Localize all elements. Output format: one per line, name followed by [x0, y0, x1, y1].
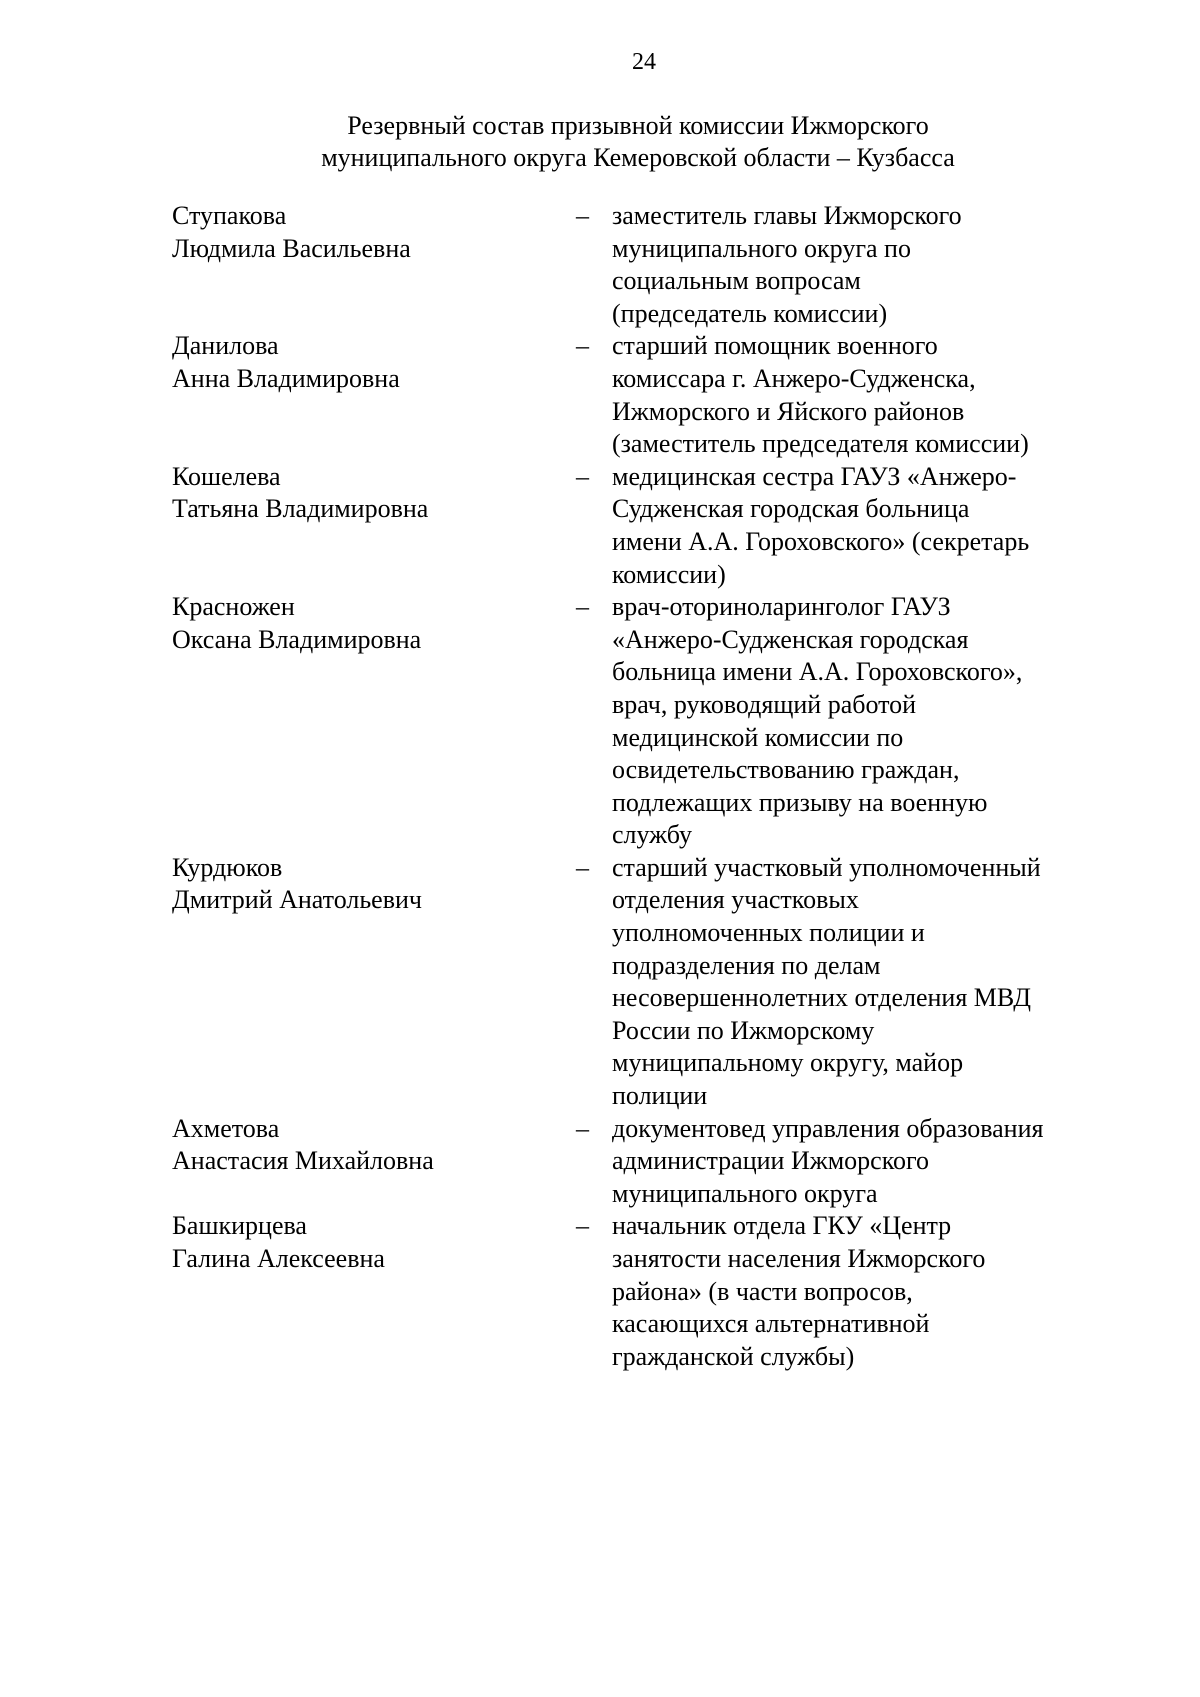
member-position: врач-оториноларинголог ГАУЗ «Анжеро-Судженская городская больница имени А.А. Гороховского», врач, руководящий работой медицинской комиссии по освидетельствованию граждан, подлежащих призыву на военную службу [612, 592, 1023, 850]
member-dash: – [576, 201, 589, 230]
member-name [172, 461, 574, 591]
member-surname: Кошелева [172, 461, 281, 491]
member-dash: – [576, 1113, 589, 1143]
member-given-names: Анастасия Михайловна [172, 1146, 434, 1176]
member-surname: Ступакова [172, 201, 287, 230]
member-position: начальник отдела ГКУ «Центр занятости населения Ижморского района» (в части вопросов, касающихся альтернативной гражданской службы) [612, 1211, 986, 1371]
member-dash: – [576, 852, 589, 882]
member-name [172, 591, 574, 852]
member-position: медицинская сестра ГАУЗ «Анжеро- Судженская городская больница имени А.А. Гороховского» (секретарь комиссии) [612, 461, 1030, 589]
member-dash: – [576, 461, 589, 491]
member-row [172, 591, 1132, 852]
member-row [172, 1210, 1132, 1373]
member-surname: Башкирцева [172, 1211, 307, 1241]
member-name [172, 330, 574, 460]
member-name [172, 1113, 574, 1211]
member-list [172, 200, 1132, 1373]
member-position: старший участковый уполномоченный отделения участковых уполномоченных полиции и подразделения по делам несовершеннолетних отделения МВД России по Ижморскому муниципальному округу, майор полиции [612, 852, 1041, 1111]
member-surname: Курдюков [172, 852, 283, 882]
member-position: старший помощник военного комиссара г. Анжеро-Судженска, Ижморского и Яйского районов (заместитель председателя комиссии) [612, 331, 1029, 459]
member-surname: Данилова [172, 331, 279, 361]
member-row [172, 852, 1132, 1113]
page-number: 24 [632, 49, 656, 75]
member-given-names: Анна Владимировна [172, 363, 400, 393]
member-row [172, 200, 1132, 330]
member-dash: – [576, 331, 589, 361]
member-surname: Красножен [172, 592, 295, 622]
member-row [172, 330, 1132, 460]
member-name [172, 200, 574, 330]
member-surname: Ахметова [172, 1113, 280, 1143]
document-title [38, 110, 1200, 174]
member-given-names: Галина Алексеевна [172, 1244, 385, 1273]
title-line-1: Резервный состав призывной комиссии Ижморского [347, 111, 929, 140]
member-given-names: Оксана Владимировна [172, 624, 422, 654]
member-dash: – [576, 592, 589, 622]
member-row [172, 1113, 1132, 1211]
member-row [172, 461, 1132, 591]
member-position: документовед управления образования администрации Ижморского муниципального округа [612, 1113, 1044, 1208]
member-name [172, 852, 574, 1113]
member-given-names: Людмила Васильевна [172, 233, 411, 263]
member-dash: – [576, 1211, 589, 1241]
title-line-2: муниципального округа Кемеровской области – Кузбасса [321, 143, 955, 172]
member-given-names: Татьяна Владимировна [172, 494, 429, 524]
member-name [172, 1210, 574, 1373]
member-given-names: Дмитрий Анатольевич [172, 885, 422, 915]
member-position: заместитель главы Ижморского муниципального округа по социальным вопросам (председатель комиссии) [612, 201, 962, 328]
